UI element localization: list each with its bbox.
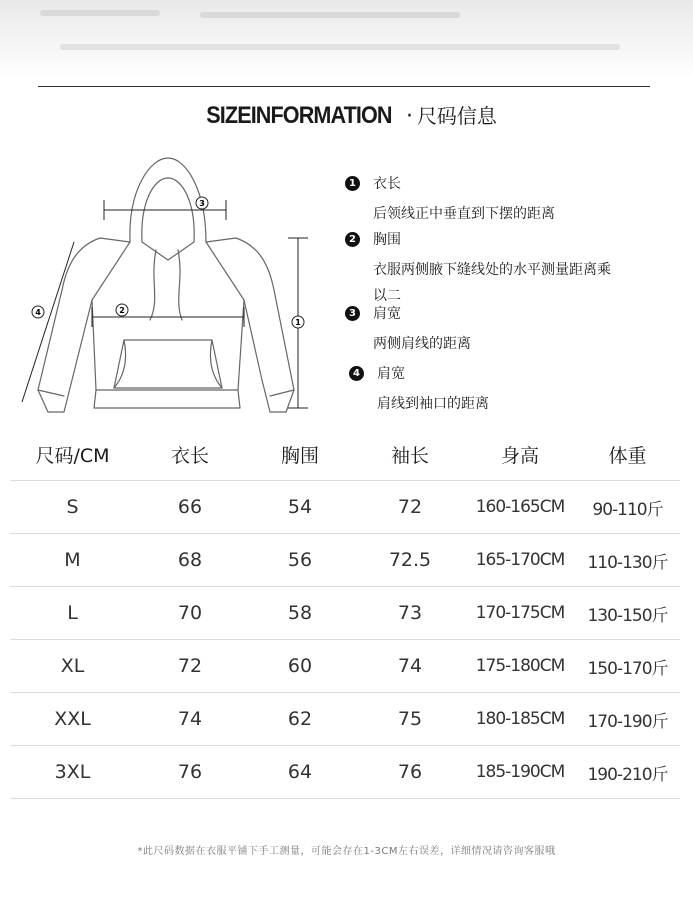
table-row — [10, 481, 680, 534]
weight-cell: 90-110斤 — [575, 481, 680, 534]
marker-1: 1 — [295, 318, 301, 327]
column-header: 身高 — [465, 428, 575, 481]
weight-cell: 110-130斤 — [575, 534, 680, 587]
chest-cell: 64 — [245, 746, 355, 799]
marker-3: 3 — [199, 199, 205, 208]
chest-cell: 62 — [245, 693, 355, 746]
height-cell: 180-185CM — [465, 693, 575, 746]
legend-number: 3 — [345, 306, 360, 321]
divider — [38, 86, 650, 87]
sleeve-cell: 72 — [355, 481, 465, 534]
height-cell: 185-190CM — [465, 746, 575, 799]
chest-cell: 56 — [245, 534, 355, 587]
length-cell: 72 — [135, 640, 245, 693]
blurred-text — [40, 10, 160, 16]
marker-2: 2 — [119, 306, 125, 315]
table-row — [10, 746, 680, 799]
size-cell: XXL — [10, 693, 135, 746]
marker-4: 4 — [35, 308, 41, 317]
sleeve-cell: 76 — [355, 746, 465, 799]
size-cell: M — [10, 534, 135, 587]
column-header: 尺码/CM — [10, 428, 135, 481]
sleeve-cell: 74 — [355, 640, 465, 693]
chest-cell: 60 — [245, 640, 355, 693]
height-cell: 170-175CM — [465, 587, 575, 640]
table-row — [10, 693, 680, 746]
legend-title: 肩宽 — [377, 366, 405, 382]
size-cell: S — [10, 481, 135, 534]
height-cell: 175-180CM — [465, 640, 575, 693]
column-header: 胸围 — [245, 428, 355, 481]
sleeve-cell: 72.5 — [355, 534, 465, 587]
legend-desc: 肩线到袖口的距离 — [377, 396, 489, 412]
column-header: 体重 — [575, 428, 680, 481]
table-row — [10, 534, 680, 587]
legend-title: 肩宽 — [373, 306, 401, 322]
legend-desc: 两侧肩线的距离 — [373, 336, 471, 352]
size-cell: XL — [10, 640, 135, 693]
legend-title: 衣长 — [373, 176, 401, 192]
length-cell: 70 — [135, 587, 245, 640]
table-header-row — [10, 428, 680, 481]
weight-cell: 150-170斤 — [575, 640, 680, 693]
height-cell: 160-165CM — [465, 481, 575, 534]
length-cell: 76 — [135, 746, 245, 799]
chest-cell: 58 — [245, 587, 355, 640]
sleeve-cell: 75 — [355, 693, 465, 746]
weight-cell: 130-150斤 — [575, 587, 680, 640]
weight-cell: 170-190斤 — [575, 693, 680, 746]
chest-cell: 54 — [245, 481, 355, 534]
weight-cell: 190-210斤 — [575, 746, 680, 799]
legend-number: 1 — [345, 176, 360, 191]
length-cell: 66 — [135, 481, 245, 534]
column-header: 袖长 — [355, 428, 465, 481]
legend-number: 4 — [349, 366, 364, 381]
title-chinese: 尺码信息 — [416, 104, 497, 128]
size-cell: L — [10, 587, 135, 640]
legend-title: 胸围 — [373, 232, 401, 248]
table-row — [10, 587, 680, 640]
title-english: SIZEINFORMATION — [206, 102, 392, 129]
legend-desc: 后领线正中垂直到下摆的距离 — [373, 206, 555, 222]
height-cell: 165-170CM — [465, 534, 575, 587]
legend-number: 2 — [345, 232, 360, 247]
size-table — [10, 428, 680, 799]
size-cell: 3XL — [10, 746, 135, 799]
page-title — [0, 100, 693, 133]
hoodie-outline-icon — [0, 150, 340, 425]
length-cell: 68 — [135, 534, 245, 587]
blurred-text — [200, 12, 460, 18]
title-separator: · — [405, 104, 413, 129]
sleeve-cell: 73 — [355, 587, 465, 640]
column-header: 衣长 — [135, 428, 245, 481]
measurement-note: *此尺码数据在衣服平铺下手工测量，可能会存在1-3CM左右误差，详细情况请咨询客服哦 — [137, 846, 556, 857]
top-blurred-banner — [0, 0, 693, 80]
length-cell: 74 — [135, 693, 245, 746]
legend-desc: 衣服两侧腋下缝线处的水平测量距离乘以二 — [373, 262, 611, 304]
table-row — [10, 640, 680, 693]
blurred-text — [60, 44, 620, 50]
